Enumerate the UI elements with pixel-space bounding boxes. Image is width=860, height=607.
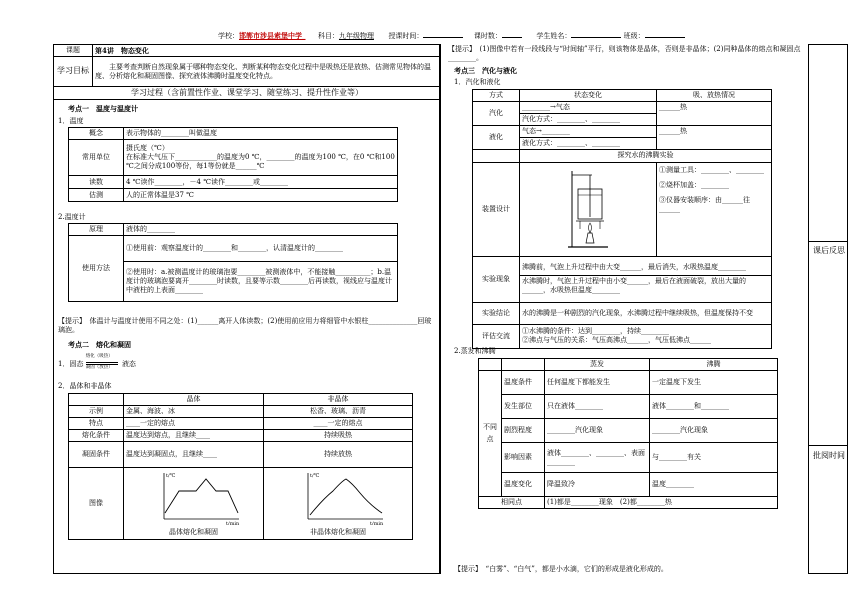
boil-header — [479, 359, 502, 371]
boil-header — [502, 359, 545, 371]
temp-unit: 摄氏度（℃） — [126, 143, 169, 152]
crystal-header — [69, 394, 124, 406]
boil-header: 蒸发 — [545, 359, 650, 371]
device-label: 装置设计 — [473, 162, 520, 256]
teach-time-label: 授课时间： — [388, 32, 424, 40]
subject-value: 九年级物理 — [338, 32, 374, 40]
vap-header: 状态变化 — [520, 90, 657, 102]
crystal-header: 非晶体 — [264, 394, 413, 406]
vap-row-key: 液化 — [473, 126, 520, 150]
temp-row-value: 4 ℃读作________，－4 ℃读作________或________ — [124, 176, 398, 189]
crystal-cell: 持续吸热 — [264, 430, 413, 442]
boil-row-key: 发生部位 — [502, 395, 545, 419]
vap-heat: ______热 — [657, 126, 772, 150]
amorphous-graph-caption: 非晶体熔化和凝固 — [310, 528, 366, 537]
usage-during: ②使用时：a.被测温度计的玻璃泡要________被测液体中，不能接触__________；b.温度计的玻璃泡要离开________时读数，且要等示数________后再读数，视线应与温度计中液柱的上表面________ — [124, 262, 398, 302]
boil-row-key: 剧烈程度 — [502, 419, 545, 443]
eval-label: 评估交流 — [473, 324, 520, 348]
vap-cell: ________→气态 — [520, 102, 657, 114]
topic-label: 课题 — [54, 45, 93, 57]
subject-label: 科目： — [317, 32, 339, 40]
conclusion-text: 水的沸腾是一种剧烈的汽化现象，水沸腾过程中继续吸热，但温度保持不变 — [520, 302, 772, 324]
crystal-row-key: 图像 — [69, 468, 124, 539]
thermometer-table — [68, 223, 398, 302]
boil-cell: 与________有关 — [650, 443, 778, 473]
diff-label: 不同点 — [479, 371, 502, 497]
temp-row-key: 估测 — [69, 189, 124, 202]
crystal-cell: ____一定的熔点 — [264, 418, 413, 430]
tip-white-fog: 【提示】 “白雾”、“白气”，都是小水滴，它们的形成是液化形成的。 — [454, 565, 668, 573]
tip-thermometer: 【提示】 体温计与温度计使用不同之处：(1)______离开人体读数；(2)使用前应用力将细管中水银柱______________回玻璃泡。 — [58, 317, 432, 334]
process-title: 学习过程（含前置性作业、课堂学习、随堂练习、提升性作业等） — [54, 87, 441, 100]
eval-condition: ①水沸腾的条件：达到________，持续________ — [522, 326, 669, 335]
crystal-cell: 温度达到凝固点，且继续____ — [124, 442, 264, 468]
boil-cell: 液体________和________ — [650, 395, 778, 419]
temp-heading: 1．温度 — [58, 117, 84, 125]
phenomenon-during: 水沸腾时，气泡上升过程中由小变______，最后在液面破裂，放出大量的______，水吸热但温度________ — [520, 275, 771, 295]
thermo-heading: 2.温度计 — [58, 213, 86, 221]
temp-row-key: 常用单位 — [69, 140, 124, 176]
boil-row-key: 温度变化 — [502, 473, 545, 497]
point3-title: 考点三 汽化与液化 — [454, 66, 517, 75]
amorphous-graph — [278, 469, 398, 525]
evaporation-table — [478, 358, 778, 509]
vap-row-key: 汽化 — [473, 102, 520, 126]
vap-cell: 气态→________ — [520, 126, 657, 138]
point1-title: 考点一 温度与温度计 — [68, 104, 138, 113]
phenomenon-before: 沸腾前，气泡上升过程中由大变______，最后消失，水吸热温度________ — [522, 263, 746, 272]
boil-row-key: 影响因素 — [502, 443, 545, 473]
exp-title: 探究水的沸腾实验 — [520, 150, 772, 162]
right-column — [448, 44, 808, 574]
same-text: (1)都是________现象 (2)都________热 — [545, 497, 778, 509]
state-liquid: 液态 — [121, 360, 136, 368]
crystal-cell: 金属、海波、冰 — [124, 406, 264, 418]
crystal-cell: ____一定的熔点 — [124, 418, 264, 430]
conclusion-label: 实验结论 — [473, 302, 520, 324]
vap-header: 吸、放热情况 — [657, 90, 772, 102]
same-label: 相同点 — [479, 497, 545, 509]
vap-heat: ______热 — [657, 102, 772, 126]
school-value: 邯郸市涉县索堡中学_ — [239, 31, 306, 40]
boil-cell: ________汽化现象 — [545, 419, 650, 443]
vaporization-table — [472, 89, 772, 349]
boil-cell: 液体________、________、表面________ — [545, 443, 650, 473]
crystal-row-key: 特点 — [69, 418, 124, 430]
phenomenon-label: 实验现象 — [473, 256, 520, 302]
crystal-row-key: 凝固条件 — [69, 442, 124, 468]
state-solid: 1．固态 — [58, 360, 84, 368]
thermo-principle-label: 原理 — [69, 224, 124, 236]
temp-row-value: 表示物体的________叫做温度 — [124, 128, 398, 140]
column-divider — [440, 44, 441, 574]
boiling-apparatus-cell — [520, 162, 657, 256]
temp-unit-desc: 在标准大气压下____________的温度为0 ℃，________的温度为100 ℃，在0 ℃和100 ℃之间分成100等份，每1等份就是______℃ — [126, 153, 395, 171]
amorphous-graph-cell — [264, 468, 413, 539]
tip-crystal-graph: 【提示】 (1)图像中若有一段线段与“时间轴”平行，则该物体是晶体，否则是非晶体；(2)同种晶体的熔点和凝固点________。 — [448, 45, 801, 62]
side-column — [808, 44, 848, 574]
usage-label: 使用方法 — [69, 236, 124, 302]
boil-heading: 2.蒸发和沸腾 — [454, 347, 496, 355]
grading-time-label: 批阅时间 — [813, 451, 845, 460]
boil-cell: 一定温度下发生 — [650, 371, 778, 395]
crystal-cell: 持续放热 — [264, 442, 413, 468]
arrow-right-icon — [86, 362, 118, 363]
vap-cell: 液化方式：________、________ — [520, 138, 657, 150]
point2-title: 考点二 熔化和凝固 — [68, 340, 131, 349]
eval-pressure: ②沸点与气压的关系：气压高沸点______，气压低沸点______ — [522, 336, 711, 345]
device-lid: ②烧杯加盖：________ — [659, 180, 729, 189]
topic-value: 第4讲 物态变化 — [93, 45, 441, 57]
boil-cell: 降温致冷 — [545, 473, 650, 497]
boil-cell: 任何温度下都能发生 — [545, 371, 650, 395]
class-label: 班级： — [623, 32, 645, 40]
device-tools: ①测量工具：________、________ — [659, 165, 764, 174]
melting-equation — [58, 354, 136, 371]
crystal-cell: 松香、玻璃、沥青 — [264, 406, 413, 418]
crystal-row-key: 示例 — [69, 406, 124, 418]
boil-header: 沸腾 — [650, 359, 778, 371]
temp-row-key: 概念 — [69, 128, 124, 140]
boil-cell: 温度________ — [650, 473, 778, 497]
crystal-cell: 温度达到熔点，且继续____ — [124, 430, 264, 442]
temp-row-key: 读数 — [69, 176, 124, 189]
crystal-header: 晶体 — [124, 394, 264, 406]
left-column — [53, 44, 440, 574]
boiling-apparatus-icon — [558, 165, 618, 251]
boil-row-key: 温度条件 — [502, 371, 545, 395]
boil-cell: ________汽化现象 — [650, 419, 778, 443]
crystal-graph-caption: 晶体熔化和凝固 — [169, 528, 218, 537]
crystal-table — [68, 393, 413, 540]
crystal-heading: 2．晶体和非晶体 — [58, 382, 112, 390]
amorphous-graph-xlabel: t/min — [370, 521, 384, 526]
school-label: 学校： — [218, 32, 239, 40]
vap-cell: 汽化方式：________、________ — [520, 114, 657, 126]
device-order: ③仪器安装顺序：由______往______ — [659, 195, 750, 213]
crystal-graph-xlabel: t/min — [225, 521, 239, 526]
vap-header: 方式 — [473, 90, 520, 102]
state-freezing-label: 凝固（放热） — [85, 365, 113, 370]
temperature-table — [68, 127, 398, 202]
goal-text: 主要考查判断自然现象属于哪种物态变化、判断某种物态变化过程中是吸热还是放热、估测常见物体的温度、分析熔化和凝固图像、探究液体沸腾时温度变化特点。 — [93, 57, 441, 87]
crystal-graph-cell — [124, 468, 264, 539]
crystal-graph — [134, 469, 254, 525]
class-hours-label: 课时数： — [473, 32, 502, 40]
amorphous-graph-ylabel: t/℃ — [310, 473, 320, 480]
thermo-principle: 液体的________ — [124, 224, 398, 236]
student-label: 学生姓名： — [536, 32, 572, 40]
boil-cell: 只在液体________ — [545, 395, 650, 419]
vap-heading: 1．汽化和液化 — [454, 78, 501, 86]
reflect-label: 课后反思 — [813, 246, 845, 255]
state-melting-label: 熔化（吸热） — [85, 354, 113, 359]
goal-label: 学习目标 — [54, 57, 93, 87]
temp-row-value: 人的正常体温是37 ℃ — [124, 189, 398, 202]
crystal-graph-ylabel: t/℃ — [165, 473, 175, 480]
crystal-row-key: 熔化条件 — [69, 430, 124, 442]
usage-before: ①使用前：观察温度计的________和________，认清温度计的________ — [124, 236, 398, 262]
page-header — [218, 31, 778, 41]
